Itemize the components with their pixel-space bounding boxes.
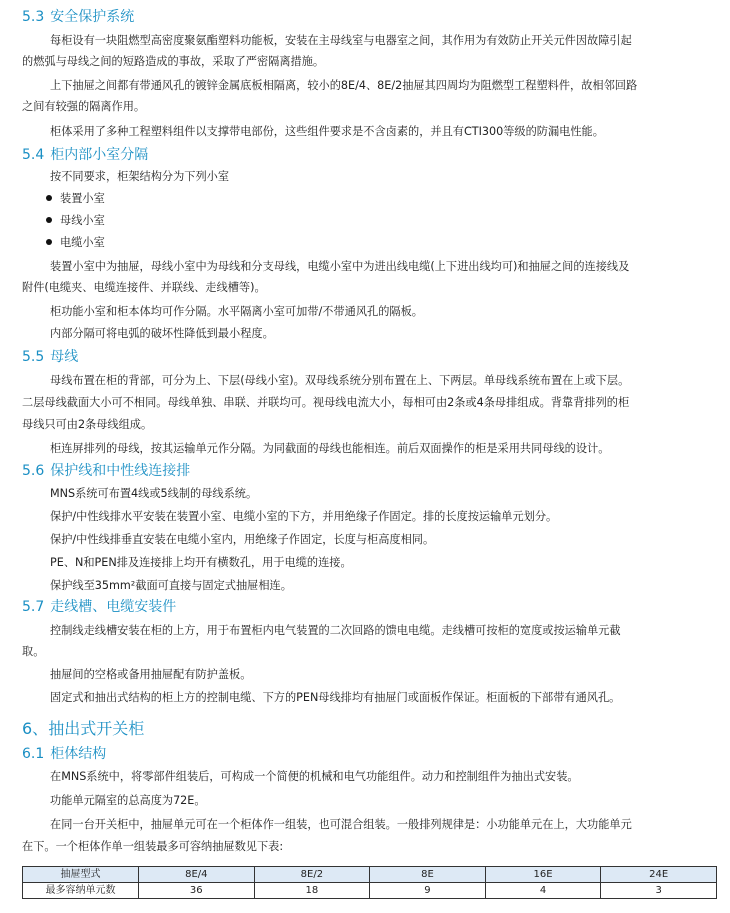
paragraph: 之间有较强的隔离作用。 xyxy=(22,100,146,113)
paragraph: 固定式和抽出式结构的柜上方的控制电缆、下方的PEN母线排均有抽屉门或面板作保证。柜面板的下部带有通风孔。 xyxy=(50,691,621,704)
paragraph: 的燃弧与母线之间的短路造成的事故，采取了严密隔离措施。 xyxy=(22,55,325,68)
paragraph: 柜功能小室和柜本体均可作分隔。水平隔离小室可加带/不带通风孔的隔板。 xyxy=(50,305,423,318)
paragraph: 内部分隔可将电弧的破坏性降低到最小程度。 xyxy=(50,327,274,340)
bullet-icon xyxy=(46,195,52,201)
list-item: 母线小室 xyxy=(46,210,105,231)
bullet-icon xyxy=(46,239,52,245)
list-item: 电缆小室 xyxy=(46,232,105,253)
table-cell: 4 xyxy=(485,883,601,899)
paragraph: 柜连屏排列的母线，按其运输单元作分隔。为同截面的母线也能相连。前后双面操作的柜是采用共同母线的设计。 xyxy=(50,442,610,455)
paragraph: 在MNS系统中，将零部件组装后，可构成一个简便的机械和电气功能组件。动力和控制组件为抽出式安装。 xyxy=(50,770,579,783)
section-heading-5-5: 5.5 母线 xyxy=(22,349,79,365)
table-row xyxy=(23,867,717,883)
paragraph: 抽屉间的空格或备用抽屉配有防护盖板。 xyxy=(50,668,252,681)
table-cell: 8E/4 xyxy=(139,867,255,883)
table-cell: 24E xyxy=(601,867,717,883)
paragraph: 每柜设有一块阻燃型高密度聚氨酯塑料功能板，安装在主母线室与电器室之间，其作用为有效防止开关元件因故障引起 xyxy=(50,34,632,47)
table-row xyxy=(23,883,717,899)
paragraph: PE、N和PEN排及连接排上均开有横数孔，用于电缆的连接。 xyxy=(50,556,352,569)
paragraph: 在下。一个柜体作单一组装最多可容纳抽屉数见下表: xyxy=(22,840,284,853)
paragraph: 取。 xyxy=(22,645,45,658)
paragraph: 母线只可由2条母线组成。 xyxy=(22,418,153,431)
table-cell: 9 xyxy=(370,883,486,899)
section-heading-5-4: 5.4 柜内部小室分隔 xyxy=(22,147,149,163)
drawer-capacity-table xyxy=(22,866,717,899)
table-cell: 最多容纳单元数 xyxy=(23,883,139,899)
paragraph: 保护/中性线排水平安装在装置小室、电缆小室的下方，并用绝缘子作固定。排的长度按运输单元划分。 xyxy=(50,510,558,523)
paragraph: 母线布置在柜的背部，可分为上、下层(母线小室)。双母线系统分别布置在上、下两层。单母线系统布置在上或下层。 xyxy=(50,374,630,387)
table-cell: 16E xyxy=(485,867,601,883)
paragraph: 附件(电缆夹、电缆连接件、并联线、走线槽等)。 xyxy=(22,281,266,294)
paragraph: MNS系统可布置4线或5线制的母线系统。 xyxy=(50,487,258,500)
table-cell: 8E/2 xyxy=(254,867,370,883)
paragraph: 按不同要求，柜架结构分为下列小室 xyxy=(50,170,230,183)
chapter-heading-6: 6、抽出式开关柜 xyxy=(22,719,145,738)
paragraph: 柜体采用了多种工程塑料组件以支撑带电部份，这些组件要求是不含卤素的，并且有CTI300等级的防漏电性能。 xyxy=(50,125,604,138)
table-cell: 抽屉型式 xyxy=(23,867,139,883)
paragraph: 装置小室中为抽屉，母线小室中为母线和分支母线，电缆小室中为进出线电缆(上下进出线均可)和抽屉之间的连接线及 xyxy=(50,260,630,273)
bullet-icon xyxy=(46,217,52,223)
paragraph: 控制线走线槽安装在柜的上方，用于布置柜内电气装置的二次回路的馈电电缆。走线槽可按柜的宽度或按运输单元截 xyxy=(50,624,621,637)
paragraph: 在同一台开关柜中，抽屉单元可在一个柜体作一组装，也可混合组装。一般排列规律是：小功能单元在上，大功能单元 xyxy=(50,818,632,831)
paragraph: 上下抽屉之间都有带通风孔的镀锌金属底板相隔离，较小的8E/4、8E/2抽屉其四周均为阻燃型工程塑料件，故相邻回路 xyxy=(50,79,638,92)
paragraph: 保护线至35mm²截面可直接与固定式抽屉相连。 xyxy=(50,579,292,592)
list-item: 装置小室 xyxy=(46,188,105,209)
table-cell: 18 xyxy=(254,883,370,899)
table-cell: 3 xyxy=(601,883,717,899)
section-heading-5-3: 5.3 安全保护系统 xyxy=(22,9,135,25)
table-cell: 8E xyxy=(370,867,486,883)
paragraph: 二层母线截面大小可不相同。母线单独、串联、并联均可。视母线电流大小，每相可由2条或4条母排组成。背靠背排列的柜 xyxy=(22,396,630,409)
section-heading-6-1: 6.1 柜体结构 xyxy=(22,746,107,762)
paragraph: 功能单元隔室的总高度为72E。 xyxy=(50,794,206,807)
table-cell: 36 xyxy=(139,883,255,899)
section-heading-5-6: 5.6 保护线和中性线连接排 xyxy=(22,463,191,479)
paragraph: 保护/中性线排垂直安装在电缆小室内，用绝缘子作固定，长度与柜高度相同。 xyxy=(50,533,435,546)
section-heading-5-7: 5.7 走线槽、电缆安装件 xyxy=(22,599,177,615)
